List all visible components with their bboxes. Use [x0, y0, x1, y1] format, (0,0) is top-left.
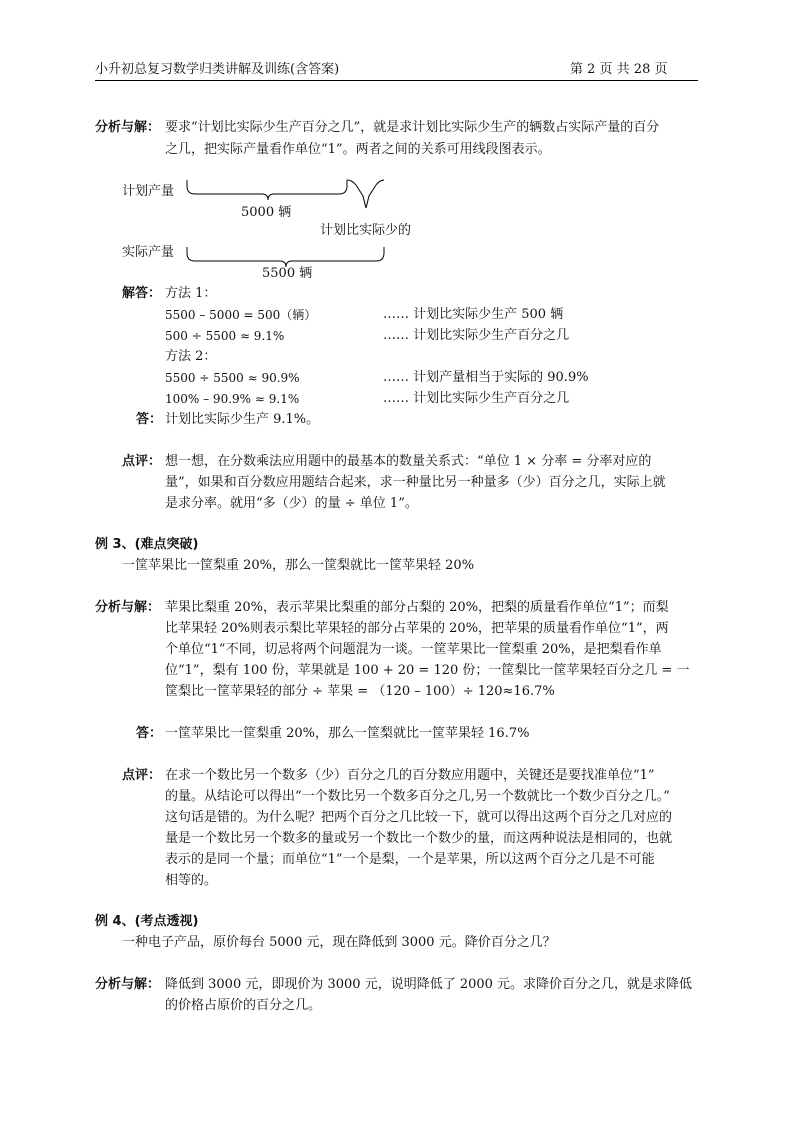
- ex2-analysis-line: 要求“计划比实际少生产百分之几”，就是求计划比实际少生产的辆数占实际产量的百分: [165, 120, 660, 135]
- ex3-analysis-label: 分析与解：: [95, 600, 161, 615]
- ex2-final-label: 答：: [136, 412, 163, 427]
- ex3-comment-line: 表示的是同一个量；而单位“1”一个是梨，一个是苹果，所以这两个百分之几是不可能: [165, 852, 655, 867]
- ex3-analysis-line: 苹果比梨重 20%，表示苹果比梨重的部分占梨的 20%，把梨的质量看作单位“1”；而梨: [165, 600, 669, 615]
- diagram-actual-label: 实际产量: [122, 245, 175, 260]
- ex2-analysis-label: 分析与解：: [95, 120, 161, 135]
- diagram-plan-label: 计划产量: [122, 184, 175, 199]
- plan-segment-bracket: [187, 180, 347, 200]
- ex3-comment-line: 的量。从结论可以得出“一个数比另一个数多百分之几,另一个数就比一个数少百分之几。”: [165, 789, 670, 804]
- ex2-comment-line: 量”，如果和百分数应用题结合起来，求一种量比另一种量多（少）百分之几，实际上就: [165, 475, 666, 490]
- method-1-note-1: …… 计划比实际少生产 500 辆: [383, 307, 564, 322]
- ex3-comment-line: 相等的。: [165, 873, 218, 888]
- ex4-analysis-line: 的价格占原价的百分之几。: [165, 998, 322, 1013]
- diagram-plan-value: 5000 辆: [241, 205, 292, 220]
- method-2-step-2: 100% – 90.9% ≈ 9.1%: [165, 392, 300, 406]
- ex2-analysis-line: 之几，把实际产量看作单位“1”。两者之间的关系可用线段图表示。: [165, 142, 551, 157]
- ex3-comment-line: 量是一个数比另一个数多的量或另一个数比一个数少的量，而这两种说法是相同的，也就: [165, 831, 673, 846]
- ex2-comment-label: 点评：: [122, 454, 162, 469]
- ex3-problem: 一筐苹果比一筐梨重 20%，那么一筐梨就比一筐苹果轻 20%: [122, 558, 475, 573]
- ex4-problem: 一种电子产品，原价每台 5000 元，现在降低到 3000 元。降价百分之几？: [122, 935, 556, 950]
- ex3-analysis-line: 比苹果轻 20%则表示梨比苹果轻的部分占苹果的 20%，把苹果的质量看作单位“1”，两: [165, 621, 669, 636]
- ex4-title: 例 4、(考点透视): [95, 914, 199, 929]
- ex3-comment-line: 这句话是错的。为什么呢？把两个百分之几比较一下，就可以得出这两个百分之几对应的: [165, 810, 673, 825]
- method-1-note-2: …… 计划比实际少生产百分之几: [383, 328, 570, 343]
- ex2-comment-line: 想一想，在分数乘法应用题中的最基本的数量关系式：“单位 1 × 分率 = 分率对应的: [165, 454, 652, 469]
- method-2-note-1: …… 计划产量相当于实际的 90.9%: [383, 370, 589, 385]
- ex2-comment-line: 是求分率。就用“多（少）的量 ÷ 单位 1”。: [165, 496, 418, 511]
- diagram-actual-value: 5500 辆: [262, 266, 313, 281]
- header-page-number: 第 2 页 共 28 页: [570, 62, 668, 77]
- method-2-label: 方法 2：: [165, 349, 217, 364]
- ex3-analysis-line: 个单位“1”不同，切忌将两个问题混为一谈。一筐苹果比一筐梨重 20%，是把梨看作单: [165, 642, 662, 657]
- method-1-step-2: 500 ÷ 5500 ≈ 9.1%: [165, 329, 285, 343]
- difference-brace: [347, 180, 384, 208]
- header-title: 小升初总复习数学归类讲解及训练(含答案): [95, 62, 340, 77]
- ex3-analysis-line: 位“1”，梨有 100 份，苹果就是 100 + 20 = 120 份；一筐梨比一筐苹果轻百分之几 = 一: [165, 663, 690, 678]
- method-2-step-1: 5500 ÷ 5500 ≈ 90.9%: [165, 371, 300, 385]
- ex3-comment-label: 点评：: [122, 768, 162, 783]
- method-1-step-1: 5500 – 5000 = 500（辆）: [165, 308, 317, 322]
- ex4-analysis-label: 分析与解：: [95, 977, 161, 992]
- ex3-answer-text: 一筐苹果比一筐梨重 20%，那么一筐梨就比一筐苹果轻 16.7%: [165, 726, 530, 741]
- ex2-final-text: 计划比实际少生产 9.1%。: [165, 412, 320, 427]
- ex4-analysis-line: 降低到 3000 元，即现价为 3000 元，说明降低了 2000 元。求降价百分之几，就是求降低: [165, 977, 693, 992]
- method-1-label: 方法 1：: [165, 286, 217, 301]
- ex2-answer-label: 解答：: [122, 286, 162, 301]
- method-2-note-2: …… 计划比实际少生产百分之几: [383, 391, 570, 406]
- ex3-analysis-line: 筐梨比一筐苹果轻的部分 ÷ 苹果 = （120 – 100）÷ 120≈16.7%: [165, 684, 555, 699]
- actual-segment-bracket: [187, 247, 384, 267]
- ex3-comment-line: 在求一个数比另一个数多（少）百分之几的百分数应用题中，关键还是要找准单位“1”: [165, 768, 655, 783]
- diagram-diff-label: 计划比实际少的: [320, 223, 412, 238]
- ex3-title: 例 3、(难点突破): [95, 537, 199, 552]
- ex3-answer-label: 答：: [136, 726, 163, 741]
